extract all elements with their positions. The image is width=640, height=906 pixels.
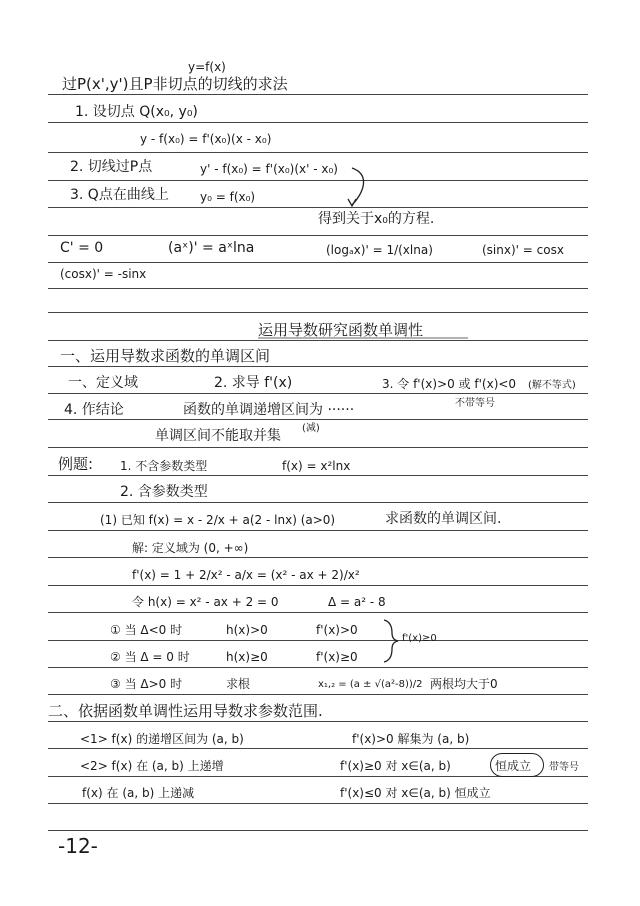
solution-h: 令 h(x) = x² - ax + 2 = 0: [132, 595, 279, 609]
mono-step-3-note: (解不等式): [528, 380, 576, 391]
case-1-condition: ① 当 Δ<0 时: [110, 623, 183, 637]
rule-1-left: <1> f(x) 的递增区间为 (a, b): [80, 732, 244, 746]
formula-exponential: (aˣ)' = aˣlna: [168, 240, 255, 256]
example-question: (1) 已知 f(x) = x - 2/x + a(2 - lnx) (a>0): [100, 513, 336, 527]
mono-step-2: 2. 求导 f'(x): [214, 375, 293, 391]
case-2-condition: ② 当 Δ = 0 时: [110, 650, 190, 664]
formula-constant: C' = 0: [60, 240, 104, 256]
section-title: 过P(x',y')且P非切点的切线的求法: [62, 75, 288, 93]
rule-3-right: f'(x)≤0 对 x∈(a, b) 恒成立: [340, 786, 491, 800]
rule-1-right: f'(x)>0 解集为 (a, b): [352, 732, 470, 746]
example-2: 2. 含参数类型: [120, 484, 208, 500]
example-label: 例题:: [58, 455, 94, 473]
example-question-ask: 求函数的单调区间.: [385, 511, 502, 527]
example-1: 1. 不含参数类型: [120, 459, 208, 473]
mono-step-1: 一、定义域: [68, 375, 138, 391]
rule-2-always: 恒成立: [495, 759, 532, 773]
part-1-title: 一、运用导数求函数的单调区间: [60, 347, 271, 365]
step-3: 3. Q点在曲线上: [70, 187, 169, 203]
rule-3-left: f(x) 在 (a, b) 上递减: [82, 786, 195, 800]
case-3-formula: x₁,₂ = (a ± √(a²-8))/2: [318, 679, 423, 690]
case-2-fprime: f'(x)≥0: [316, 650, 358, 664]
mono-step-4-text: 函数的单调递增区间为 ······: [183, 402, 355, 418]
no-equal-note: 不带等号: [455, 398, 495, 409]
rule-2-left: <2> f(x) 在 (a, b) 上递增: [80, 759, 224, 773]
case-1-fprime: f'(x)>0: [316, 623, 358, 637]
formula-log: (logₐx)' = 1/(xlna): [326, 243, 433, 257]
step-1-formula: y - f(x₀) = f'(x₀)(x - x₀): [140, 132, 272, 146]
step-1: 1. 设切点 Q(x₀, y₀): [75, 104, 198, 120]
formula-sin: (sinx)' = cosx: [482, 243, 564, 257]
part-2-title: 二、依据函数单调性运用导数求参数范围.: [48, 702, 323, 720]
solution-derivative: f'(x) = 1 + 2/x² - a/x = (x² - ax + 2)/x²: [132, 568, 360, 582]
mono-step-4: 4. 作结论: [64, 402, 124, 418]
step-3-formula: y₀ = f(x₀): [200, 190, 256, 204]
result-text: 得到关于x₀的方程.: [318, 211, 435, 227]
union-note: 单调区间不能取并集: [155, 428, 281, 444]
step-2-formula: y' - f(x₀) = f'(x₀)(x' - x₀): [200, 162, 338, 176]
example-1-fx: f(x) = x²lnx: [282, 459, 351, 473]
mono-step-4-extra: (减): [302, 423, 320, 434]
step-2: 2. 切线过P点: [70, 159, 153, 175]
rule-2-right: f'(x)≥0 对 x∈(a, b): [340, 759, 451, 773]
page-number: -12-: [58, 834, 98, 858]
case-3-note: 两根均大于0: [430, 677, 498, 691]
formula-cos: (cosx)' = -sinx: [60, 267, 147, 281]
rule-2-note: 带等号: [549, 762, 579, 773]
case-1-h: h(x)>0: [226, 623, 268, 637]
case-2-h: h(x)≥0: [226, 650, 268, 664]
top-note: y=f(x): [188, 60, 226, 74]
mono-step-3: 3. 令 f'(x)>0 或 f'(x)<0: [382, 377, 517, 391]
brace-result: f'(x)≥0: [402, 633, 437, 644]
solution-domain: 解: 定义域为 (0, +∞): [132, 541, 249, 555]
case-3-root: 求根: [226, 677, 251, 691]
case-3-condition: ③ 当 Δ>0 时: [110, 677, 183, 691]
section-heading: 运用导数研究函数单调性: [258, 321, 424, 339]
solution-delta: Δ = a² - 8: [328, 595, 386, 609]
